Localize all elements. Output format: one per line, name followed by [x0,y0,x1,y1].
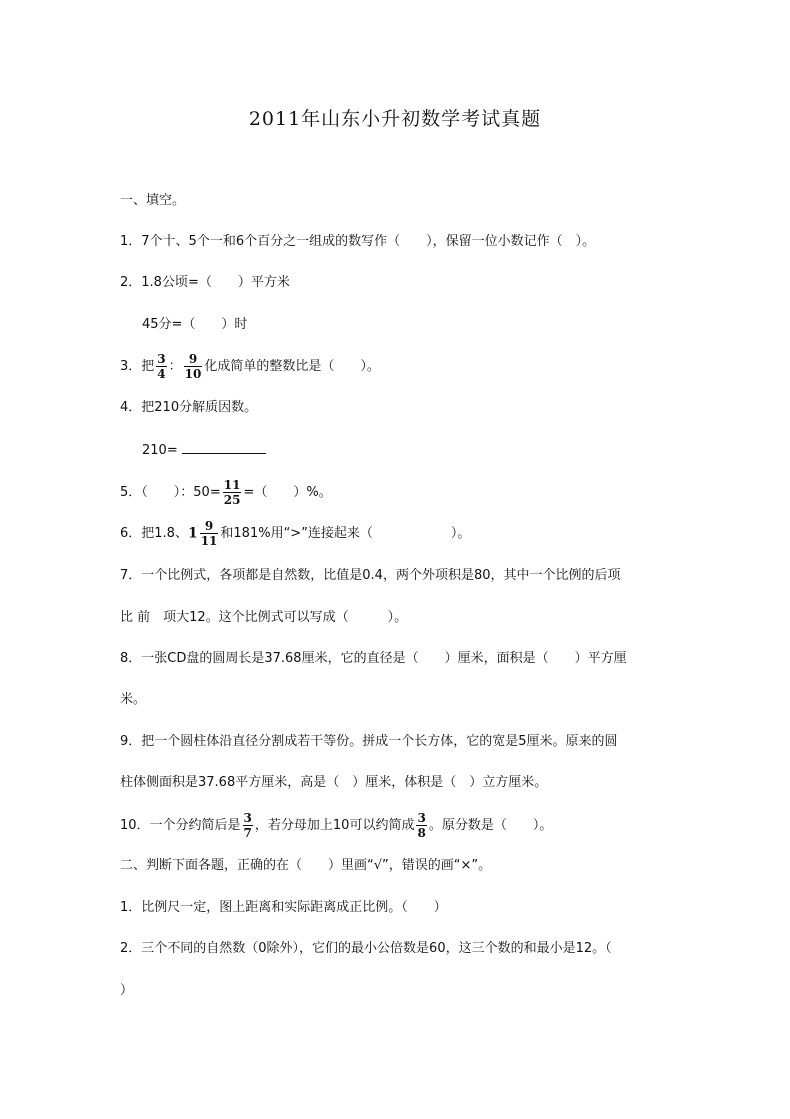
tf-question-2a: 2．三个不同的自然数（0除外），它们的最小公倍数是60，这三个数的和最小是12。（ [120,941,612,956]
question-9a: 9．把一个圆柱体沿直径分割成若干等份。拼成一个长方体，它的宽是5厘米。原来的圆 [120,734,618,749]
fraction-3-8: $\frac{3}{8}$ [417,811,426,840]
question-1: 1．7个十、5个一和6个百分之一组成的数写作（ ），保留一位小数记作（ ）。 [120,234,596,249]
question-6-suffix: 和181%用“>”连接起来（ ）。 [220,526,471,541]
question-10-middle: ，若分母加上10可以约简成 [254,818,415,833]
section-heading-fill-blank: 一、填空。 [120,193,186,208]
question-5-prefix: 5．（ ）：50= [120,485,221,500]
question-5 [120,479,332,506]
question-10-prefix: 10．一个分约简后是 [120,818,241,833]
ratio-colon: ： [168,359,182,374]
fraction-9-11: $\frac{9}{11}$ [200,519,218,548]
question-2a: 2．1.8公顷=（ ）平方米 [120,275,290,290]
question-5-suffix: =（ ）%。 [243,485,332,500]
tf-question-2b: ） [120,983,134,998]
question-3 [120,353,380,380]
tf-question-1: 1．比例尺一定，图上距离和实际距离成正比例。（ ） [120,900,447,915]
fraction-9-10: $\frac{9}{10}$ [184,352,202,381]
question-3-prefix: 3．把 [120,359,155,374]
question-8a: 8．一张CD盘的圆周长是37.68厘米，它的直径是（ ）厘米，面积是（ ）平方厘 [120,651,627,666]
question-6 [120,520,470,547]
question-2b: 45分=（ ）时 [142,317,248,332]
section-heading-true-false: 二、判断下面各题，正确的在（ ）里画“√”，错误的画“×”。 [120,858,492,873]
question-4b [142,441,266,461]
mixed-number-whole: 1 [187,525,198,542]
question-4b-label: 210= [142,443,178,458]
fraction-3-7: $\frac{3}{7}$ [243,811,252,840]
question-3-suffix: 化成简单的整数比是（ ）。 [204,359,380,374]
answer-blank-line [182,441,266,454]
question-10 [120,812,552,839]
question-7a: 7．一个比例式，各项都是自然数，比值是0.4，两个外项积是80，其中一个比例的后项 [120,568,621,583]
question-8b: 米。 [120,692,147,707]
page-title: 2011年山东小升初数学考试真题 [248,108,542,130]
question-10-suffix: 。原分数是（ ）。 [428,818,553,833]
fraction-3-4: $\frac{3}{4}$ [157,352,166,381]
question-6-prefix: 6．把1.8、 [120,526,188,541]
fraction-11-25: $\frac{11}{25}$ [223,478,241,507]
question-9b: 柱体侧面积是37.68平方厘米，高是（ ）厘米，体积是（ ）立方厘米。 [120,775,548,790]
question-4a: 4．把210分解质因数。 [120,400,258,415]
question-7b: 比 前 项大12。这个比例式可以写成（ ）。 [120,610,408,625]
